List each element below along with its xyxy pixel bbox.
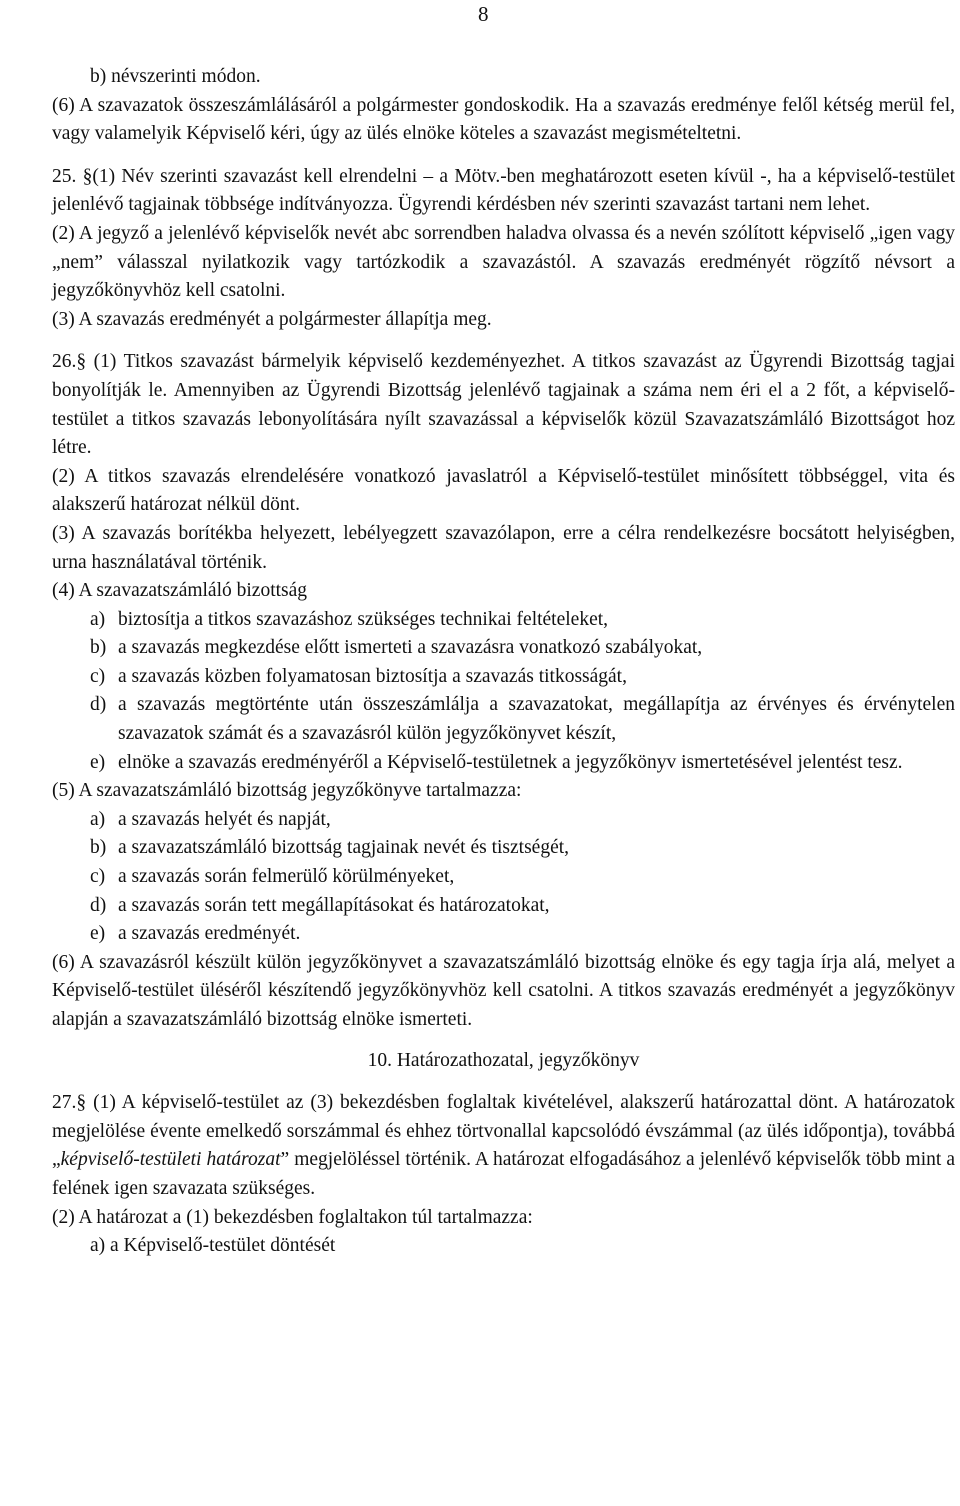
section-25-2: (2) A jegyző a jelenlévő képviselők nevét abc sorrendben haladva olvassa és a nevén szólított képviselő „igen vagy „nem” válasszal nyilatkozik vagy tartózkodik a szavazástól. A szavazás eredményét rögzítő névsort a jegyzőkönyvhöz kell csatolni. xyxy=(52,222,955,302)
list-item-text: a szavazás közben folyamatosan biztosítja a szavazás titkosságát, xyxy=(118,665,627,687)
list-item xyxy=(90,634,955,663)
list-item xyxy=(90,606,955,635)
section-26-5-list xyxy=(52,806,955,949)
section-heading: 10. Határozathozatal, jegyzőkönyv xyxy=(367,1049,640,1071)
section-25-3: (3) A szavazás eredményét a polgármester állapítja meg. xyxy=(52,308,492,330)
list-item xyxy=(90,892,955,921)
list-item-label: d) xyxy=(90,694,107,716)
list-item xyxy=(90,920,955,949)
section-26-4-list xyxy=(52,606,955,778)
list-item-text: a szavazás során tett megállapításokat és határozatokat, xyxy=(118,894,550,916)
section-27-2-item-a: a) a Képviselő-testület döntését xyxy=(90,1235,336,1257)
list-item-label: b) xyxy=(90,637,107,659)
list-item xyxy=(90,806,955,835)
list-item-text: elnöke a szavazás eredményéről a Képviselő-testületnek a jegyzőkönyv ismertetésével jelentést tesz. xyxy=(118,751,903,773)
list-item xyxy=(90,863,955,892)
section-26-2: (2) A titkos szavazás elrendelésére vonatkozó javaslatról a Képviselő-testület minősített többséggel, vita és alakszerű határozat nélkül dönt. xyxy=(52,465,955,516)
section-27-1-italic: képviselő-testületi határozat xyxy=(60,1149,281,1171)
section-25-1: 25. §(1) Név szerinti szavazást kell elrendelni – a Mötv.-ben meghatározott eseten kívül -, ha a képviselő-testület jelenlévő tagjainak többsége indítványozza. Ügyrendi kérdésben név szerinti szavazást tartani nem lehet. xyxy=(52,165,955,216)
list-item-label: c) xyxy=(90,866,106,888)
list-item-label: d) xyxy=(90,894,107,916)
list-item-text: a szavazás során felmerülő körülményeket, xyxy=(118,866,455,888)
section-27-1 xyxy=(52,1089,955,1203)
section-27-1-text-a: 27.§ (1) A képviselő-testület az (3) bekezdésben foglaltak kivételével, alakszerű határozattal dönt. A határozatok megjelölése évente emelkedő sorszámmal és ehhez törtvonallal kapcsolódó évszámmal (az ülés időpontja), továbbá „ xyxy=(52,1092,955,1171)
list-item xyxy=(90,663,955,692)
paragraph-6: (6) A szavazatok összeszámlálásáról a polgármester gondoskodik. Ha a szavazás eredménye felől kétség merül fel, vagy valamelyik Képviselő kéri, úgy az ülés elnöke köteles a szavazást megismételtetni. xyxy=(52,94,955,145)
list-item-label: e) xyxy=(90,751,106,773)
section-26-1: 26.§ (1) Titkos szavazást bármelyik képviselő kezdeményezhet. A titkos szavazást az Ügyrendi Bizottság tagjai bonyolítják le. Amennyiben az Ügyrendi Bizottság jelenlévő tagjainak a száma nem éri el a 2 főt, a képviselő-testület a titkos szavazás lebonyolítására nyílt szavazással a képviselők közül Szavazatszámláló Bizottságot hoz létre. xyxy=(52,351,955,459)
list-item-text: a szavazatszámláló bizottság tagjainak nevét és tisztségét, xyxy=(118,837,570,859)
list-item xyxy=(90,834,955,863)
section-26-4-intro: (4) A szavazatszámláló bizottság xyxy=(52,580,308,602)
document-body xyxy=(52,63,955,1261)
list-item-text: a szavazás megtörténte után összeszámlálja a szavazatokat, megállapítja az érvényes és érvénytelen szavazatok számát és a szavazásról külön jegyzőkönyvet készít, xyxy=(118,694,955,745)
list-item-label: a) xyxy=(90,808,106,830)
list-item-label: a) xyxy=(90,608,106,630)
list-item-label: e) xyxy=(90,923,106,945)
section-26-3: (3) A szavazás borítékba helyezett, lebélyegzett szavazólapon, erre a célra rendelkezésre bocsátott helyiségben, urna használatával történik. xyxy=(52,522,955,573)
list-item xyxy=(90,691,955,748)
section-27-1-text-b: ” megjelöléssel történik. A határozat elfogadásához a jelenlévő képviselők több mint a felének igen szavazata szükséges. xyxy=(52,1149,955,1199)
section-26-6: (6) A szavazásról készült külön jegyzőkönyvet a szavazatszámláló bizottság elnöke és egy tagja írja alá, melyet a Képviselő-testület üléséről készítendő jegyzőkönyvhöz kell csatolni. A titkos szavazás eredményét a jegyzőkönyv alapján a szavazatszámláló bizottság elnöke ismerteti. xyxy=(52,951,955,1030)
section-26-5-intro: (5) A szavazatszámláló bizottság jegyzőkönyve tartalmazza: xyxy=(52,780,522,802)
page-number: 8 xyxy=(478,2,489,26)
list-item-text: a szavazás eredményét. xyxy=(118,923,301,945)
paragraph-b-item: b) névszerinti módon. xyxy=(90,66,261,87)
list-item-text: biztosítja a titkos szavazáshoz szükséges technikai feltételeket, xyxy=(118,608,609,630)
list-item-text: a szavazás megkezdése előtt ismerteti a szavazásra vonatkozó szabályokat, xyxy=(118,637,703,659)
section-27-2-intro: (2) A határozat a (1) bekezdésben foglaltakon túl tartalmazza: xyxy=(52,1206,533,1228)
list-item-label: c) xyxy=(90,665,106,687)
list-item-label: b) xyxy=(90,837,107,859)
list-item-text: a szavazás helyét és napját, xyxy=(118,808,331,830)
list-item xyxy=(90,749,955,778)
